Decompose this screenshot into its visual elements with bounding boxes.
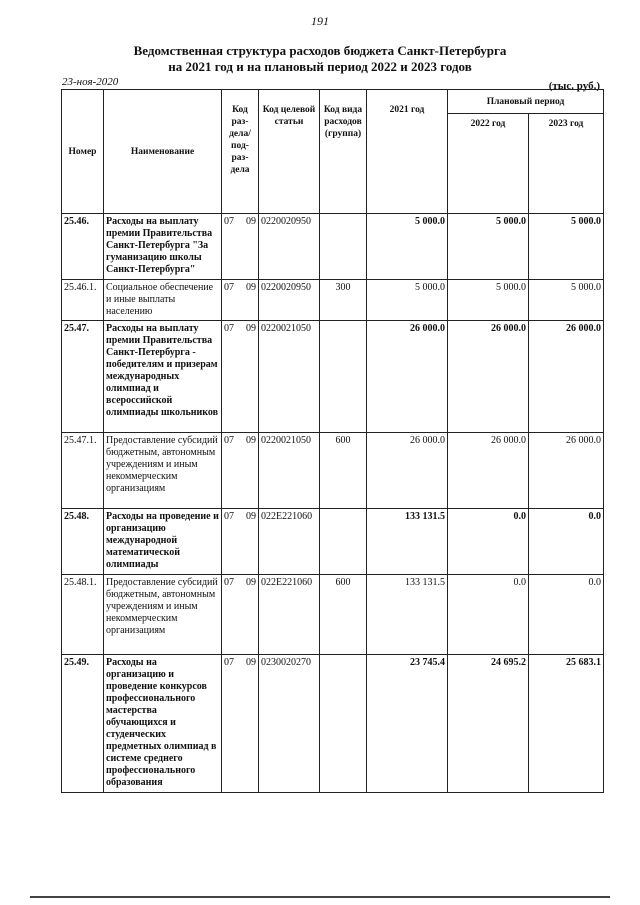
budget-table — [61, 89, 604, 793]
row-target-code: 0220021050 — [259, 433, 320, 509]
table-row — [62, 655, 604, 793]
row-section: 07 — [224, 323, 234, 334]
row-name: Предоставление субсидий бюджетным, автономным учреждениям и иным некоммерческим организациям — [104, 433, 222, 509]
row-expense-code — [320, 214, 367, 280]
row-expense-code — [320, 321, 367, 433]
units-label: (тыс. руб.) — [548, 80, 600, 92]
row-section: 07 — [224, 216, 234, 227]
row-number: 25.48.1. — [62, 575, 104, 655]
row-value-2021: 23 745.4 — [367, 655, 448, 793]
row-number: 25.46. — [62, 214, 104, 280]
row-subsection: 09 — [246, 657, 256, 668]
row-value-2022: 5 000.0 — [448, 214, 529, 280]
row-name: Расходы на выплату премии Правительства Санкт-Петербурга - победителям и призерам международных олимпиад и всероссийской олимпиады школьников — [104, 321, 222, 433]
row-name: Предоставление субсидий бюджетным, автономным учреждениям и иным некоммерческим организациям — [104, 575, 222, 655]
page-bottom-rule — [30, 896, 610, 898]
row-subsection: 09 — [246, 511, 256, 522]
row-name: Расходы на выплату премии Правительства Санкт-Петербурга "За гуманизацию школы Санкт-Петербурга" — [104, 214, 222, 280]
row-number: 25.46.1. — [62, 280, 104, 321]
header-year-2021: 2021 год — [367, 90, 448, 214]
header-target-code: Код целевой статьи — [259, 90, 320, 214]
document-title — [0, 43, 640, 75]
row-subsection: 09 — [246, 323, 256, 334]
header-expense-code: Код вида расходов (группа) — [320, 90, 367, 214]
table-row — [62, 214, 604, 280]
header-number: Номер — [62, 90, 104, 214]
row-number: 25.49. — [62, 655, 104, 793]
row-section-code — [222, 214, 259, 280]
document-date: 23-ноя-2020 — [62, 76, 119, 88]
table-row — [62, 575, 604, 655]
title-line-1: Ведомственная структура расходов бюджета Санкт-Петербурга — [133, 43, 507, 58]
row-section: 07 — [224, 282, 234, 293]
row-section-code — [222, 509, 259, 575]
row-value-2022: 5 000.0 — [448, 280, 529, 321]
row-value-2022: 26 000.0 — [448, 321, 529, 433]
row-name: Социальное обеспечение и иные выплаты населению — [104, 280, 222, 321]
row-section: 07 — [224, 577, 234, 588]
table-row — [62, 509, 604, 575]
row-value-2021: 133 131.5 — [367, 509, 448, 575]
header-year-2023: 2023 год — [529, 114, 604, 214]
row-target-code: 0230020270 — [259, 655, 320, 793]
row-name: Расходы на проведение и организацию международной математической олимпиады — [104, 509, 222, 575]
row-value-2023: 0.0 — [529, 509, 604, 575]
title-line-2: на 2021 год и на плановый период 2022 и 2023 годов — [168, 59, 472, 74]
table-row — [62, 280, 604, 321]
row-target-code: 0220021050 — [259, 321, 320, 433]
row-expense-code: 600 — [320, 575, 367, 655]
row-section-code — [222, 655, 259, 793]
row-section: 07 — [224, 657, 234, 668]
row-value-2023: 5 000.0 — [529, 280, 604, 321]
header-name: Наименование — [104, 90, 222, 214]
row-number: 25.47.1. — [62, 433, 104, 509]
row-subsection: 09 — [246, 577, 256, 588]
row-section: 07 — [224, 511, 234, 522]
row-section: 07 — [224, 435, 234, 446]
row-section-code — [222, 321, 259, 433]
row-number: 25.48. — [62, 509, 104, 575]
header-planning-period: Плановый период — [448, 90, 604, 114]
row-subsection: 09 — [246, 282, 256, 293]
row-value-2021: 133 131.5 — [367, 575, 448, 655]
row-section-code — [222, 280, 259, 321]
row-name: Расходы на организацию и проведение конкурсов профессионального мастерства обучающихся и студенческих предметных олимпиад в системе среднего профессионального образования — [104, 655, 222, 793]
row-expense-code: 300 — [320, 280, 367, 321]
row-section-code — [222, 575, 259, 655]
row-value-2022: 26 000.0 — [448, 433, 529, 509]
row-value-2023: 26 000.0 — [529, 433, 604, 509]
page-number: 191 — [311, 14, 329, 28]
row-value-2021: 5 000.0 — [367, 214, 448, 280]
row-value-2023: 5 000.0 — [529, 214, 604, 280]
row-value-2022: 0.0 — [448, 509, 529, 575]
row-section-code — [222, 433, 259, 509]
header-section-code: Код раз-дела/ под-раз-дела — [222, 90, 259, 214]
row-expense-code — [320, 509, 367, 575]
row-target-code: 0220020950 — [259, 214, 320, 280]
row-subsection: 09 — [246, 216, 256, 227]
row-value-2021: 26 000.0 — [367, 321, 448, 433]
row-value-2023: 0.0 — [529, 575, 604, 655]
header-year-2022: 2022 год — [448, 114, 529, 214]
row-expense-code: 600 — [320, 433, 367, 509]
row-target-code: 0220020950 — [259, 280, 320, 321]
row-value-2022: 24 695.2 — [448, 655, 529, 793]
row-target-code: 022Е221060 — [259, 575, 320, 655]
row-target-code: 022Е221060 — [259, 509, 320, 575]
row-subsection: 09 — [246, 435, 256, 446]
row-value-2021: 26 000.0 — [367, 433, 448, 509]
row-value-2021: 5 000.0 — [367, 280, 448, 321]
row-value-2023: 25 683.1 — [529, 655, 604, 793]
table-row — [62, 321, 604, 433]
row-expense-code — [320, 655, 367, 793]
row-value-2022: 0.0 — [448, 575, 529, 655]
table-row — [62, 433, 604, 509]
row-value-2023: 26 000.0 — [529, 321, 604, 433]
row-number: 25.47. — [62, 321, 104, 433]
